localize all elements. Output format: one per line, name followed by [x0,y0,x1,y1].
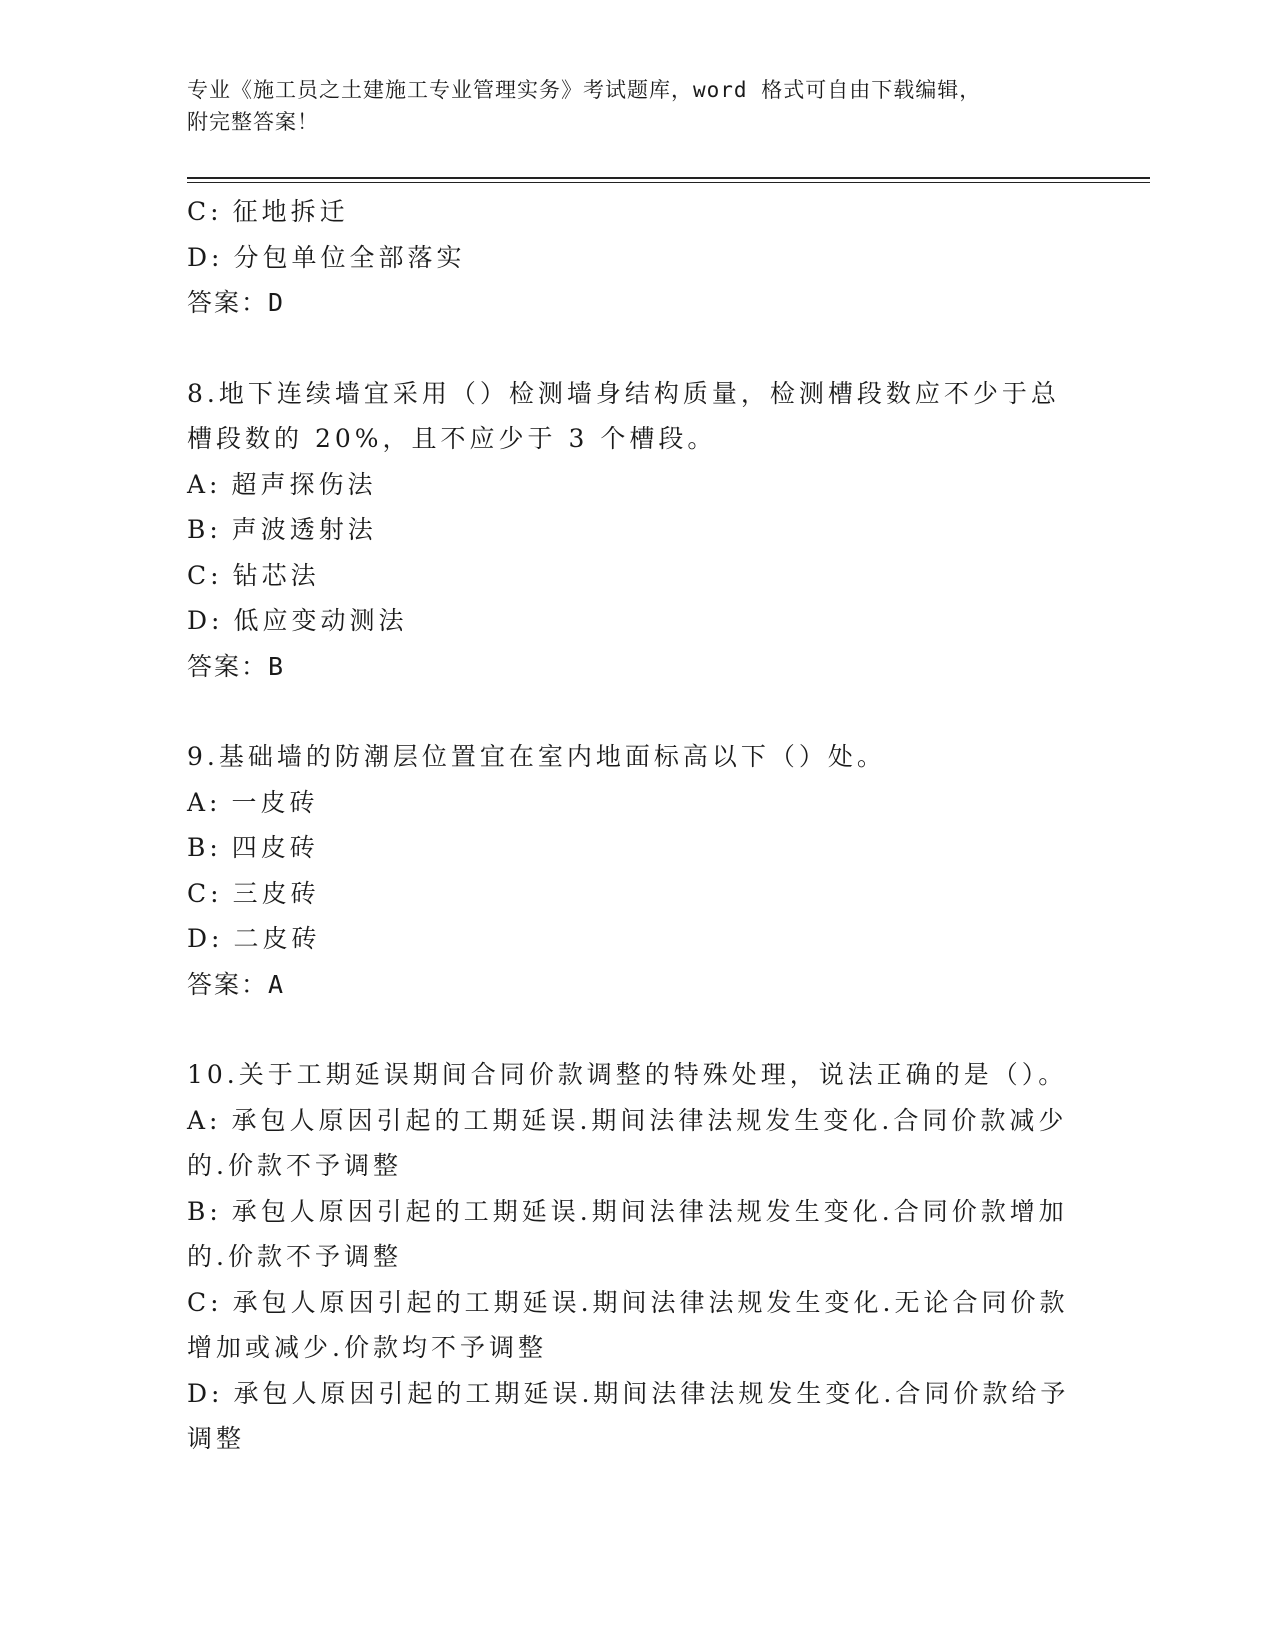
option-key: B: [187,833,222,862]
answer-line [187,644,1087,690]
option-key: A: [187,469,222,499]
option-a [187,1098,1087,1144]
option-b [187,507,1087,553]
option-text: 低应变动测法 [233,606,408,635]
option-a [187,462,1087,508]
header-rule-thin [187,182,1150,183]
option-b [187,825,1087,871]
answer-line [187,962,1087,1008]
option-text: 二皮砖 [233,924,321,953]
option-text: 承包人原因引起的工期延误.期间法律法规发生变化.合同价款给予 [233,1378,1070,1408]
answer-label: 答案： [187,969,269,999]
page-header [187,74,1147,138]
question-stem: 9.基础墙的防潮层位置宜在室内地面标高以下（）处。 [187,742,886,771]
option-key: C: [187,1287,223,1317]
question-stem: 8.地下连续墙宜采用（）检测墙身结构质量，检测槽段数应不少于总 [187,378,1060,408]
answer-line [187,280,1087,326]
answer-value: D [268,288,286,317]
option-b-continued: 的.价款不予调整 [187,1242,402,1271]
option-key: D: [187,1378,224,1408]
option-c [187,1280,1087,1326]
question-7-tail [187,189,1087,326]
option-b [187,1189,1087,1235]
question-10 [187,1052,1087,1462]
option-c [187,871,1087,917]
option-text: 钻芯法 [232,560,320,590]
answer-label: 答案： [187,288,269,317]
question-stem-continued: 槽段数的 20%，且不应少于 3 个槽段。 [187,424,717,453]
option-text: 三皮砖 [232,878,320,908]
header-line-2: 附完整答案！ [187,110,319,134]
option-a-continued: 的.价款不予调整 [187,1151,402,1180]
header-rule-thick [187,177,1150,179]
option-key: D: [187,606,224,635]
option-key: D: [187,924,224,953]
option-a [187,780,1087,826]
option-key: B: [187,1196,222,1226]
option-text: 承包人原因引起的工期延误.期间法律法规发生变化.无论合同价款 [232,1287,1069,1317]
option-c [187,189,1087,235]
option-d [187,1371,1087,1417]
question-9 [187,734,1087,1007]
option-c-continued: 增加或减少.价款均不予调整 [187,1333,547,1362]
option-text: 分包单位全部落实 [233,242,466,272]
option-d [187,235,1087,281]
option-text: 四皮砖 [231,833,319,862]
option-key: B: [187,515,222,544]
option-text: 声波透射法 [231,515,377,544]
option-key: A: [187,787,222,817]
option-text: 一皮砖 [231,787,319,817]
option-d [187,916,1087,962]
option-key: A: [187,1105,222,1135]
answer-value: B [268,651,286,681]
option-d [187,598,1087,644]
option-d-continued: 调整 [187,1424,246,1453]
option-key: C: [187,560,223,590]
question-8 [187,371,1087,690]
option-text: 征地拆迁 [232,197,349,226]
header-line-1: 专业《施工员之土建施工专业管理实务》考试题库，word 格式可自由下载编辑， [187,78,982,102]
answer-label: 答案： [187,651,269,681]
answer-value: A [268,969,286,999]
option-c [187,553,1087,599]
option-key: C: [187,197,223,226]
option-key: D: [187,242,224,272]
option-text: 承包人原因引起的工期延误.期间法律法规发生变化.合同价款增加 [231,1196,1068,1226]
option-key: C: [187,878,223,908]
document-body [187,189,1087,1462]
option-text: 超声探伤法 [231,469,377,499]
question-stem: 10.关于工期延误期间合同价款调整的特殊处理，说法正确的是（）。 [187,1060,1068,1089]
option-text: 承包人原因引起的工期延误.期间法律法规发生变化.合同价款减少 [231,1105,1068,1135]
